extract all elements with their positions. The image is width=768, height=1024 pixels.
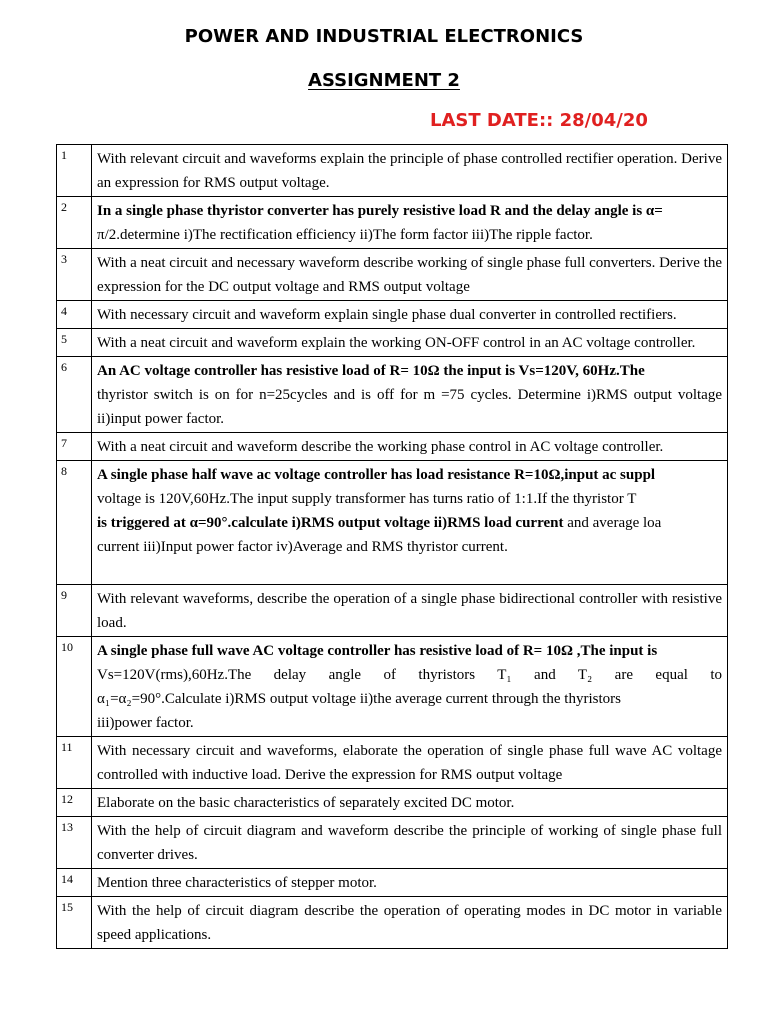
question-number: 5 [57, 329, 92, 357]
table-row [57, 789, 728, 817]
question-text: With the help of circuit diagram and waveform describe the principle of working of single phase full converter drives. [92, 817, 728, 869]
question-number: 3 [57, 249, 92, 301]
question-text: With relevant waveforms, describe the operation of a single phase bidirectional controller with resistive load. [92, 585, 728, 637]
table-row [57, 145, 728, 197]
question-text-line: An AC voltage controller has resistive load of R= 10Ω the input is Vs=120V, 60Hz.The [97, 363, 645, 379]
question-number: 14 [57, 869, 92, 897]
question-text-line: thyristor switch is on for n=25cycles and is off for m =75 cycles. Determine i)RMS output voltage ii)input power factor. [97, 387, 722, 427]
question-text-line: A single phase half wave ac voltage controller has load resistance R=10Ω,input ac suppl [97, 467, 656, 483]
last-date: LAST DATE:: 28/04/20 [430, 110, 648, 131]
question-number: 13 [57, 817, 92, 869]
question-text-line: voltage is 120V,60Hz.The input supply transformer has turns ratio of 1:1.If the thyristor T [97, 491, 637, 507]
question-text [92, 461, 728, 585]
question-number: 12 [57, 789, 92, 817]
table-row [57, 461, 728, 585]
question-number: 15 [57, 897, 92, 949]
question-text: With a neat circuit and waveform describe the working phase control in AC voltage controller. [92, 433, 728, 461]
question-text [92, 637, 728, 737]
question-number: 8 [57, 461, 92, 585]
question-number: 4 [57, 301, 92, 329]
question-text: With necessary circuit and waveform explain single phase dual converter in controlled rectifiers. [92, 301, 728, 329]
table-row [57, 817, 728, 869]
question-text [92, 197, 728, 249]
question-text-line: α₁=α₂=90°.Calculate i)RMS output voltage ii)the average current through the thyristors [97, 691, 621, 707]
question-number: 9 [57, 585, 92, 637]
table-row [57, 637, 728, 737]
course-title: POWER AND INDUSTRIAL ELECTRONICS [184, 26, 584, 47]
question-text-rest: and average loa [563, 515, 662, 531]
table-row [57, 329, 728, 357]
questions-table [56, 144, 728, 949]
question-text: With a neat circuit and waveform explain the working ON-OFF control in an AC voltage controller. [92, 329, 728, 357]
question-text: With necessary circuit and waveforms, elaborate the operation of single phase full wave AC voltage controlled with inductive load. Derive the expression for RMS output voltage [92, 737, 728, 789]
question-text: Mention three characteristics of stepper motor. [92, 869, 728, 897]
question-text-line: In a single phase thyristor converter has purely resistive load R and the delay angle is α= [97, 203, 663, 219]
table-row [57, 585, 728, 637]
table-row [57, 737, 728, 789]
question-text: With the help of circuit diagram describe the operation of operating modes in DC motor in variable speed applications. [92, 897, 728, 949]
question-text: With relevant circuit and waveforms explain the principle of phase controlled rectifier operation. Derive an expression for RMS output voltage. [92, 145, 728, 197]
question-text-line: current iii)Input power factor iv)Average and RMS thyristor current. [97, 539, 508, 555]
table-row [57, 249, 728, 301]
question-text-line: Vs=120V(rms),60Hz.The delay angle of thyristors T₁ and T₂ are equal to [97, 667, 722, 683]
question-number: 6 [57, 357, 92, 433]
table-row [57, 301, 728, 329]
question-number: 10 [57, 637, 92, 737]
question-text: With a neat circuit and necessary waveform describe working of single phase full converters. Derive the expression for the DC output voltage and RMS output voltage [92, 249, 728, 301]
question-text [92, 357, 728, 433]
question-text-bold: is triggered at α=90°.calculate i)RMS output voltage ii)RMS load current [97, 515, 564, 531]
table-row [57, 197, 728, 249]
question-number: 2 [57, 197, 92, 249]
question-text: Elaborate on the basic characteristics of separately excited DC motor. [92, 789, 728, 817]
question-number: 7 [57, 433, 92, 461]
question-text-line: iii)power factor. [97, 715, 194, 731]
question-text-line: π/2.determine i)The rectification efficiency ii)The form factor iii)The ripple factor. [97, 227, 593, 243]
question-text-line: A single phase full wave AC voltage controller has resistive load of R= 10Ω ,The input is [97, 643, 658, 659]
table-row [57, 357, 728, 433]
question-number: 11 [57, 737, 92, 789]
table-row [57, 433, 728, 461]
question-number: 1 [57, 145, 92, 197]
table-row [57, 869, 728, 897]
table-row [57, 897, 728, 949]
assignment-title: ASSIGNMENT 2 [308, 70, 460, 91]
